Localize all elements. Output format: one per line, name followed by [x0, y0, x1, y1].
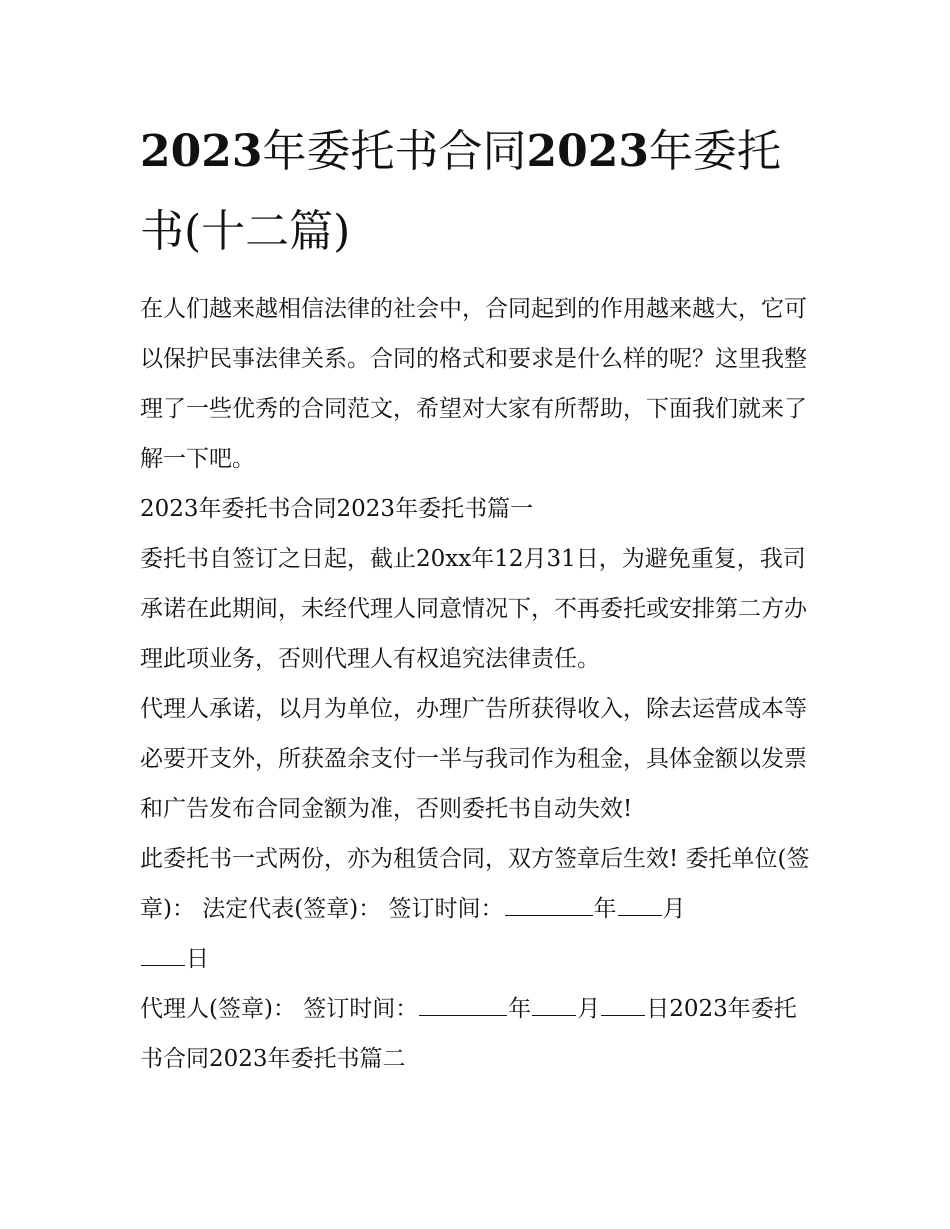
title-text-3: 托书(十二篇): [140, 126, 781, 257]
paragraph-income: 代理人承诺，以月为单位，办理广告所获得收入，除去运营成本等必要开支外，所获盈余支付一半与我司作为租金，具体金额以发票和广告发布合同金额为准，否则委托书自动失效!: [140, 696, 807, 822]
title-year-1: 2023: [140, 126, 263, 177]
paragraph-term: 委托书自签订之日起，截止20xx年12月31日，为避免重复，我司承诺在此期间，未经代理人同意情况下，不再委托或安排第二方办理此项业务，否则代理人有权追究法律责任。: [140, 546, 807, 672]
blank-day-field: [141, 939, 185, 966]
agent-month-label: 月: [577, 996, 601, 1022]
agent-year-label: 年: [508, 996, 532, 1022]
paragraph-signature-agent: [140, 984, 812, 1084]
document-title: [140, 112, 812, 272]
day-label: 日: [186, 946, 209, 972]
agent-day-label: 日: [646, 996, 670, 1022]
section-heading-1: 2023年委托书合同2023年委托书篇一: [140, 496, 534, 522]
document-body: [140, 284, 812, 1084]
intro-paragraph: 在人们越来越相信法律的社会中，合同起到的作用越来越大，它可以保护民事法律关系。合同的格式和要求是什么样的呢？这里我整理了一些优秀的合同范文，希望对大家有所帮助，下面我们就来了解一下吧。: [140, 296, 807, 472]
title-text-2: 年委: [648, 126, 737, 177]
agent-blank-month-field: [532, 989, 576, 1016]
year-label: 年: [593, 896, 617, 922]
signature-principal-text: 此委托书一式两份，亦为租赁合同，双方签章后生效! 委托单位(签章)： 法定代表(签章)： 签订时间：: [140, 846, 810, 922]
title-text-1: 年委托书合同: [262, 126, 527, 177]
section-heading-2: 2023年委托书合同2023年委托书篇二: [140, 996, 797, 1072]
month-label: 月: [662, 896, 686, 922]
blank-year-field: [505, 889, 593, 916]
agent-blank-day-field: [601, 989, 645, 1016]
signature-agent-text: 代理人(签章)： 签订时间：: [140, 996, 419, 1022]
blank-month-field: [618, 889, 662, 916]
agent-blank-year-field: [419, 989, 507, 1016]
document-content: [140, 112, 812, 1084]
paragraph-signature-principal: [140, 834, 812, 984]
title-year-2: 2023: [526, 126, 649, 177]
